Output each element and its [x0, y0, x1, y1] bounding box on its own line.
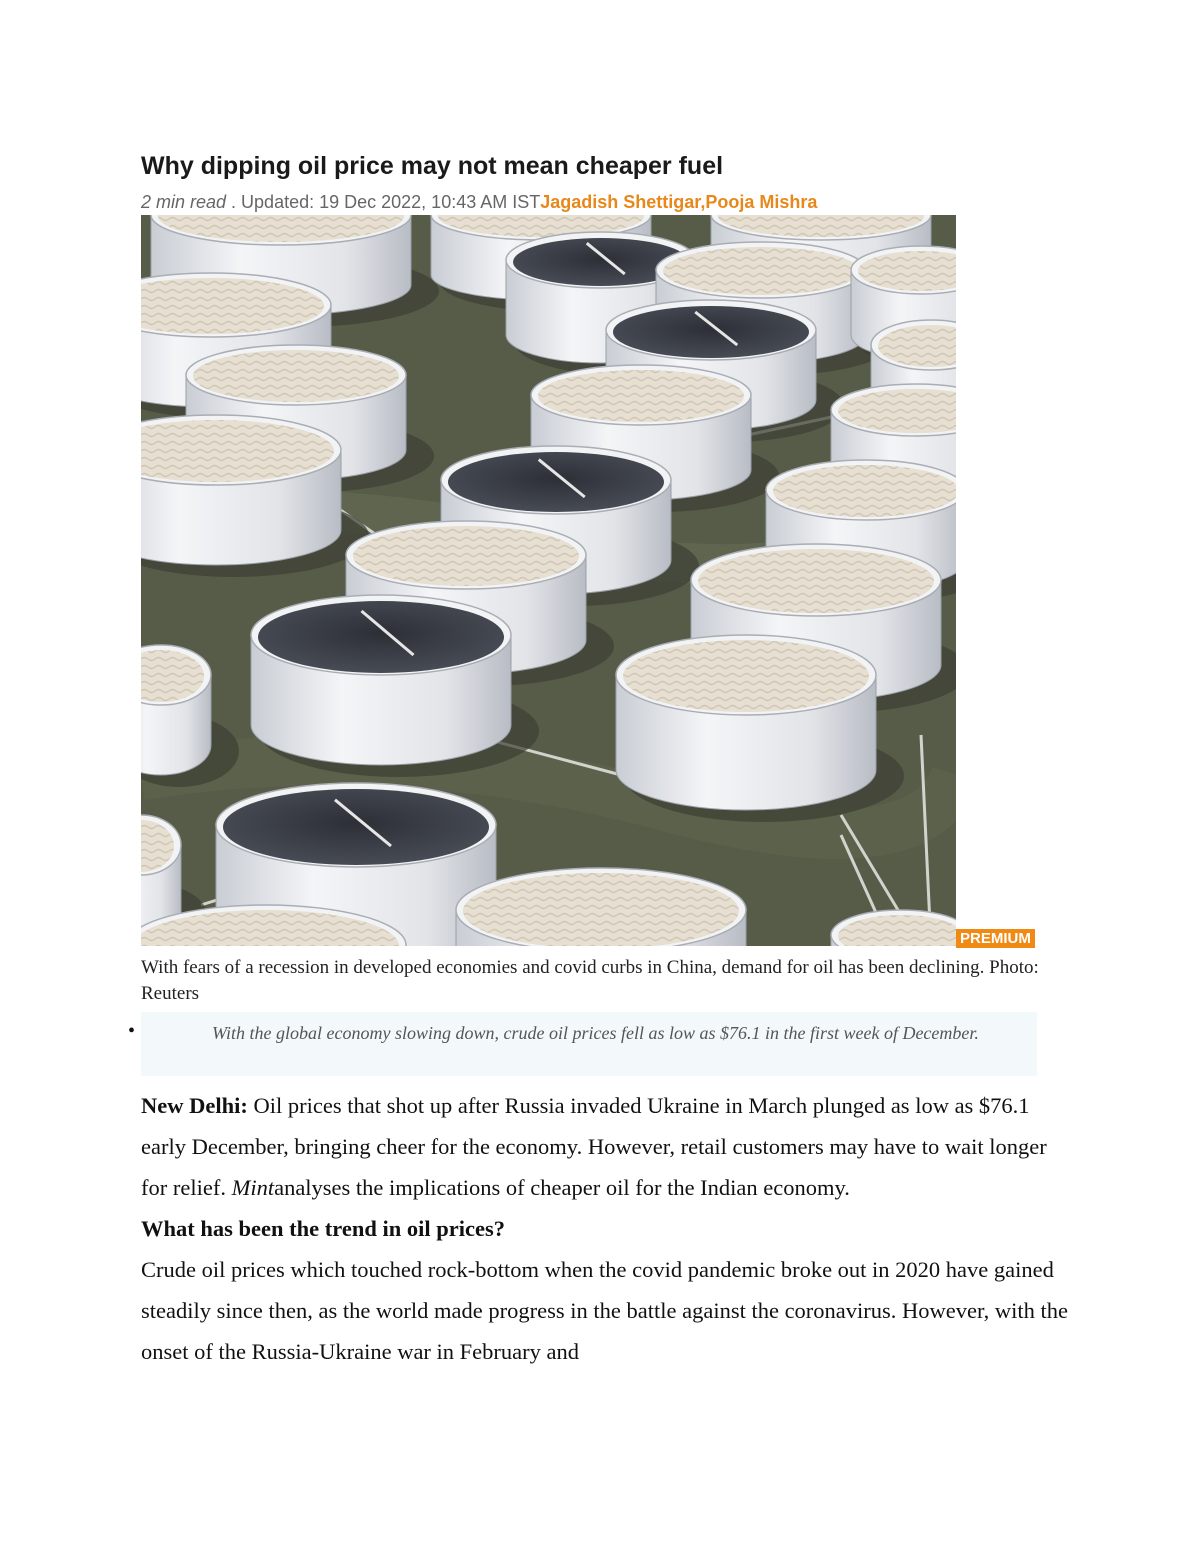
summary-bullet: • — [128, 1020, 136, 1042]
read-time: 2 min read — [141, 192, 227, 212]
author-link-2[interactable]: Pooja Mishra — [705, 192, 818, 212]
tank-roof — [538, 370, 744, 422]
tank-roof — [448, 452, 664, 512]
tank — [616, 635, 904, 822]
article-meta — [141, 190, 817, 214]
tank-roof — [698, 549, 934, 613]
tank-roof — [258, 601, 504, 673]
tank-roof — [463, 873, 739, 946]
tank-roof — [663, 247, 859, 295]
article-body — [141, 1085, 1071, 1372]
article-headline: Why dipping oil price may not mean cheaper fuel — [141, 152, 724, 180]
paragraph-2: Crude oil prices which touched rock-bottom when the covid pandemic broke out in 2020 have gained steadily since then, as the world made progress in the battle against the coronavirus. However, with the onset of the Russia-Ukraine war in February and — [141, 1257, 1068, 1364]
tank-roof — [353, 526, 579, 586]
premium-badge: PREMIUM — [956, 929, 1035, 948]
tank-roof — [773, 465, 956, 517]
paragraph-1-text-b: analyses the implications of cheaper oil for the Indian economy. — [274, 1175, 850, 1200]
photo-caption: With fears of a recession in developed economies and covid curbs in China, demand for oil has been declining. Photo: Reuters — [141, 957, 1039, 1004]
paragraph-1-text-a: Oil prices that shot up after Russia invaded Ukraine in March plunged as low as $76.1 early December, bringing cheer for the economy. However, retail customers may have to wait longer for relief. — [141, 1093, 1047, 1200]
subheading-question: What has been the trend in oil prices? — [141, 1216, 505, 1241]
article-photo — [141, 215, 956, 946]
author-separator: , — [700, 192, 706, 212]
summary-text: With the global economy slowing down, crude oil prices fell as low as $76.1 in the first week of December. — [212, 1023, 979, 1043]
tank-roof — [613, 306, 809, 358]
tank — [141, 415, 369, 577]
tank-roof — [193, 350, 399, 402]
paragraph-1 — [141, 1085, 1071, 1208]
dateline: New Delhi: — [141, 1093, 248, 1118]
author-link-1[interactable]: Jagadish Shettigar — [540, 192, 701, 212]
updated-timestamp: . Updated: 19 Dec 2022, 10:43 AM IST — [226, 192, 541, 212]
mint-name: Mint — [231, 1175, 275, 1200]
tank-roof — [223, 789, 489, 865]
tank — [251, 595, 539, 777]
oil-storage-tanks-image — [141, 215, 956, 946]
tank-roof — [623, 640, 869, 712]
